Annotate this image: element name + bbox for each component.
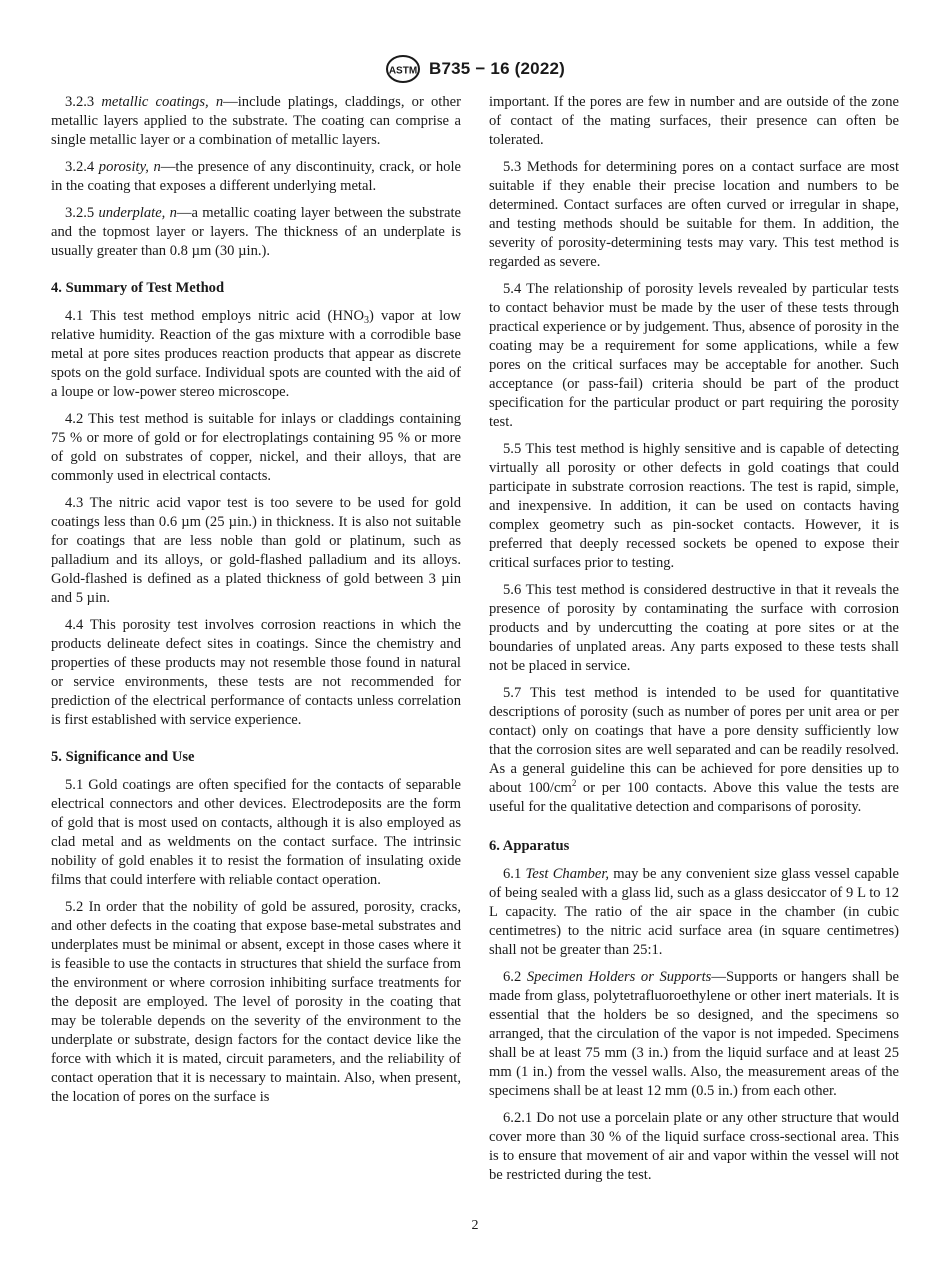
paragraph-5-6: 5.6 This test method is considered destructive in that it reveals the presence of porosity by contaminating the surface with corrosion products and by undercutting the coating at pore sites or at the boundaries of unplated areas. Any parts exposed to these tests shall not be placed in service. (489, 582, 899, 674)
left-column (51, 93, 461, 1107)
paragraph-5-5: 5.5 This test method is highly sensitive and is capable of detecting virtually all porosity or other defects in gold coatings that could participate in substrate corrosion reactions. The test is rapid, simple, and inexpensive. In addition, it can be used on contacts having complex geometry such as pin-socket contacts. However, it is preferred that deeply recessed sockets be opened to expose their critical surfaces prior to testing. (489, 441, 899, 571)
astm-logo-text: ASTM (388, 65, 418, 77)
paragraph-4-1: 4.1 This test method employs nitric acid $(HNO_3)$ vapor at low relative humidity. Reaction of the gas mixture with a corrodible base metal at pore sites produces reaction products that appear as discrete spots on the gold surface. Individual spots are counted with the aid of a loupe or low-power stereo microscope. (51, 308, 461, 400)
section-heading-5: 5. Significance and Use (51, 749, 195, 765)
paragraph-6-2-1: 6.2.1 Do not use a porcelain plate or any other structure that would cover more than 30 % of the liquid surface cross-sectional area. This is to ensure that movement of air and vapor within the vessel will not be restricted during the test. (489, 1110, 899, 1183)
paragraph-6-2: 6.2 Specimen Holders or Supports—Supports or hangers shall be made from glass, polytetrafluoroethylene or other inert materials. It is essential that the holders be so designed, and the specimens so arranged, that the circulation of the vapor is not impeded. Specimens shall be at least 75 mm (3 in.) from the liquid surface and at least 25 mm (1 in.) from the vessel walls. Also, the measurement areas of the specimens shall be at least 12 mm (0.5 in.) from each other. (489, 969, 900, 1099)
paragraph-5-7: 5.7 This test method is intended to be used for quantitative descriptions of porosity (such as number of pores per unit area or per contact) only on coatings that have a pore density sufficiently low that the corrosion sites are well separated and can be readily resolved. As a general guideline this can be achieved for pore densities up to about $100/cm^2$ or per 100 contacts. Above this value the tests are useful for the qualitative detection and comparisons of porosity. (489, 685, 899, 815)
paragraph-6-1: 6.1 Test Chamber, may be any convenient size glass vessel capable of being sealed with a glass lid, such as a glass desiccator of 9 L to 12 L capacity. The ratio of the air space in the chamber (in cubic centimetres) to the nitric acid surface area (in square centimetres) shall not be greater than 25:1. (489, 866, 899, 958)
section-heading-6: 6. Apparatus (489, 838, 570, 854)
paragraph-4-2: 4.2 This test method is suitable for inlays or claddings containing 75 % or more of gold or for electroplatings containing 95 % or more of gold on substrates of copper, nickel, and their alloys, that are commonly used in electrical contacts. (51, 411, 461, 484)
section-heading-4: 4. Summary of Test Method (51, 280, 225, 296)
page-header (0, 54, 950, 84)
right-column (489, 93, 899, 1185)
paragraph-5-2: 5.2 In order that the nobility of gold be assured, porosity, cracks, and other defects in the coating that expose base-metal substrates and underplates must be minimal or absent, except in those cases where it is feasible to use the contacts in structures that shield the surface from the environment or where corrosion inhibiting surface treatments for the deposit are employed. The level of porosity in the coating that may be tolerable depends on the severity of the environment to the underplate or substrate, design factors for the contact device like the force with which it is mated, circuit parameters, and the reliability of contact operation that it is necessary to maintain. Also, when present, the location of pores on the surface is (51, 899, 461, 1105)
paragraph-5-4: 5.4 The relationship of porosity levels revealed by particular tests to contact behavior must be made by the user of these tests through practical experience or by judgement. Thus, absence of porosity in the coating may be a requirement for some applications, while a few pores on the critical surfaces may be acceptable for another. Such acceptance (or pass-fail) criteria should be part of the product specification for the particular product or part requiring the porosity test. (489, 281, 899, 430)
paragraph-5-2-continued: important. If the pores are few in number and are outside of the zone of contact of the mating surfaces, their presence can often be tolerated. (489, 94, 899, 148)
paragraph-4-3: 4.3 The nitric acid vapor test is too severe to be used for gold coatings less than 0.6 µm (25 µin.) in thickness. It is also not suitable for coatings that are less noble than gold or platinum, such as palladium and its alloys, or gold-flashed palladium and its alloys. Gold-flashed is defined as a plated thickness of gold between 3 µin and 5 µin. (51, 495, 461, 606)
paragraph-3-2-5: 3.2.5 underplate, n—a metallic coating layer between the substrate and the topmost layer or layers. The thickness of an underplate is usually greater than 0.8 µm (30 µin.). (51, 205, 461, 259)
standard-designation: B735 − 16 (2022) (429, 59, 565, 78)
paragraph-3-2-3: 3.2.3 metallic coatings, n—include platings, claddings, or other metallic layers applied to the substrate. The coating can comprise a single metallic layer or a combination of metallic layers. (51, 94, 461, 148)
paragraph-5-3: 5.3 Methods for determining pores on a contact surface are most suitable if they enable their precise location and numbers to be determined. Contact surfaces are often curved or irregular in shape, and testing methods should be suitable for them. In addition, the severity of porosity-determining tests may vary. This test method is regarded as severe. (489, 159, 899, 270)
paragraph-3-2-4: 3.2.4 porosity, n—the presence of any discontinuity, crack, or hole in the coating that exposes a different underlying metal. (51, 159, 461, 194)
astm-logo-icon (385, 54, 421, 84)
paragraph-4-4: 4.4 This porosity test involves corrosion reactions in which the products delineate defect sites in coatings. Since the chemistry and properties of these products may not resemble those found in natural or service environments, these tests are not recommended for prediction of the electrical performance of contacts unless correlation is first established with service experience. (51, 617, 461, 728)
page-number: 2 (471, 1218, 479, 1233)
paragraph-5-1: 5.1 Gold coatings are often specified for the contacts of separable electrical connectors and other devices. Electrodeposits are the form of gold that is most used on contacts, although it is also employed as clad metal and as weldments on the contact surface. The intrinsic nobility of gold enables it to resist the formation of insulating oxide films that could interfere with reliable contact operation. (51, 777, 461, 888)
